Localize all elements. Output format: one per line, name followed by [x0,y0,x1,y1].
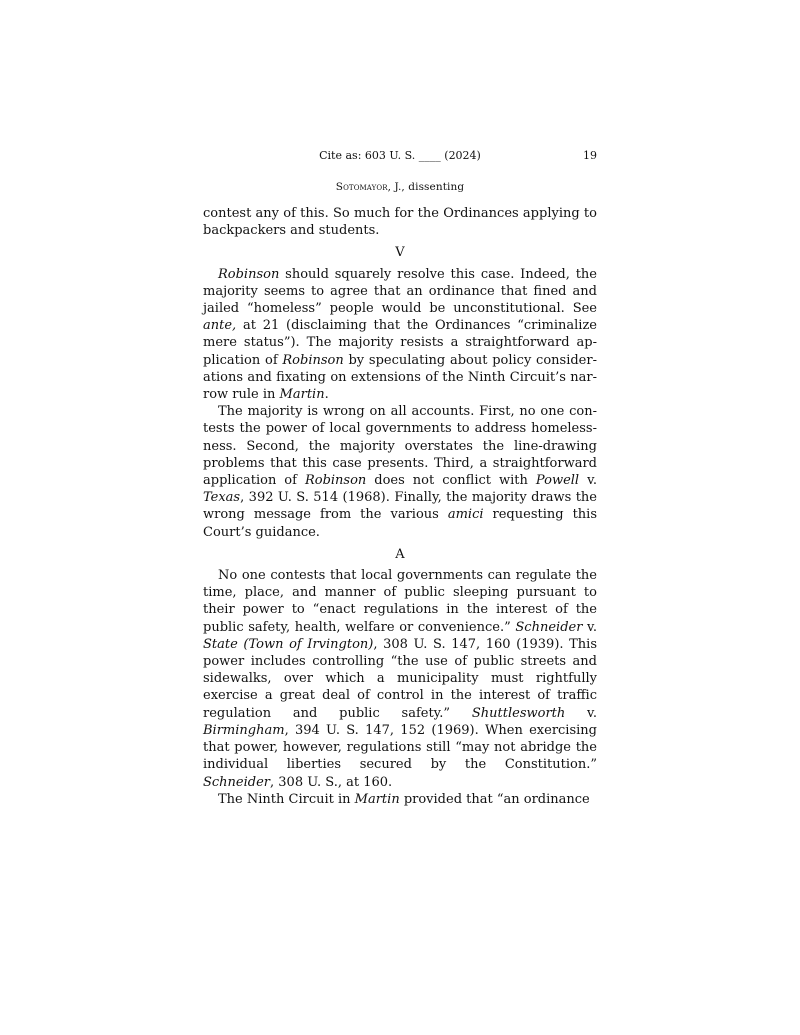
paragraph-ninth-circuit: The Ninth Circuit in Martin provided that “an ordinance [218,791,590,807]
page-number: 19 [583,149,597,162]
running-header [203,149,597,163]
citation: Cite as: 603 U. S. ____ (2024) [319,149,481,162]
paragraph-robinson: Robinson should squarely resolve this case. Indeed, the majority seems to agree that an ordinance that fined and jailed “homeless” people would be unconstitutional. See ante, at 21 (disclaiming that the Ordinances “criminalize mere status”). The majority resists a straightforward application of Robinson by speculating about policy considerations and fixating on extensions of the Ninth Circuit’s narrow rule in Martin. [203,266,597,403]
author-role: , J., dissenting [387,181,465,193]
paragraph-majority-wrong: The majority is wrong on all accounts. First, no one contests the power of local governments to address homelessness. Second, the majority overstates the line-drawing problems that this case presents. Third, a straightforward application of Robinson does not conflict with Powell v. Texas, 392 U. S. 514 (1968). Finally, the majority draws the wrong message from the various amici requesting this Court’s guidance. [203,404,598,540]
paragraph-carryover: contest any of this. So much for the Ordinances applying to backpackers and students. [203,206,597,239]
section-heading-a: A [395,546,405,562]
opinion-body [203,205,597,808]
opinion-author-line [203,180,597,194]
section-heading-v: V [395,245,405,261]
paragraph-local-governments: No one contests that local governments can regulate the time, place, and manner of public sleeping pursuant to their power to “enact regulations in the interest of the public safety, health, welfare or convenience.” Schneider v. State (Town of Irvington), 308 U. S. 147, 160 (1939). This power includes controlling “the use of public streets and sidewalks, over which a municipality must rightfully exercise a great deal of control in the interest of traffic regulation and public safety.” Shuttlesworth v. Birmingham, 394 U. S. 147, 152 (1969). When exercising that power, however, regulations still “may not abridge the individual liberties secured by the Constitution.” Schneider, 308 U. S., at 160. [203,568,597,790]
author-name: Sotomayor [335,181,388,193]
